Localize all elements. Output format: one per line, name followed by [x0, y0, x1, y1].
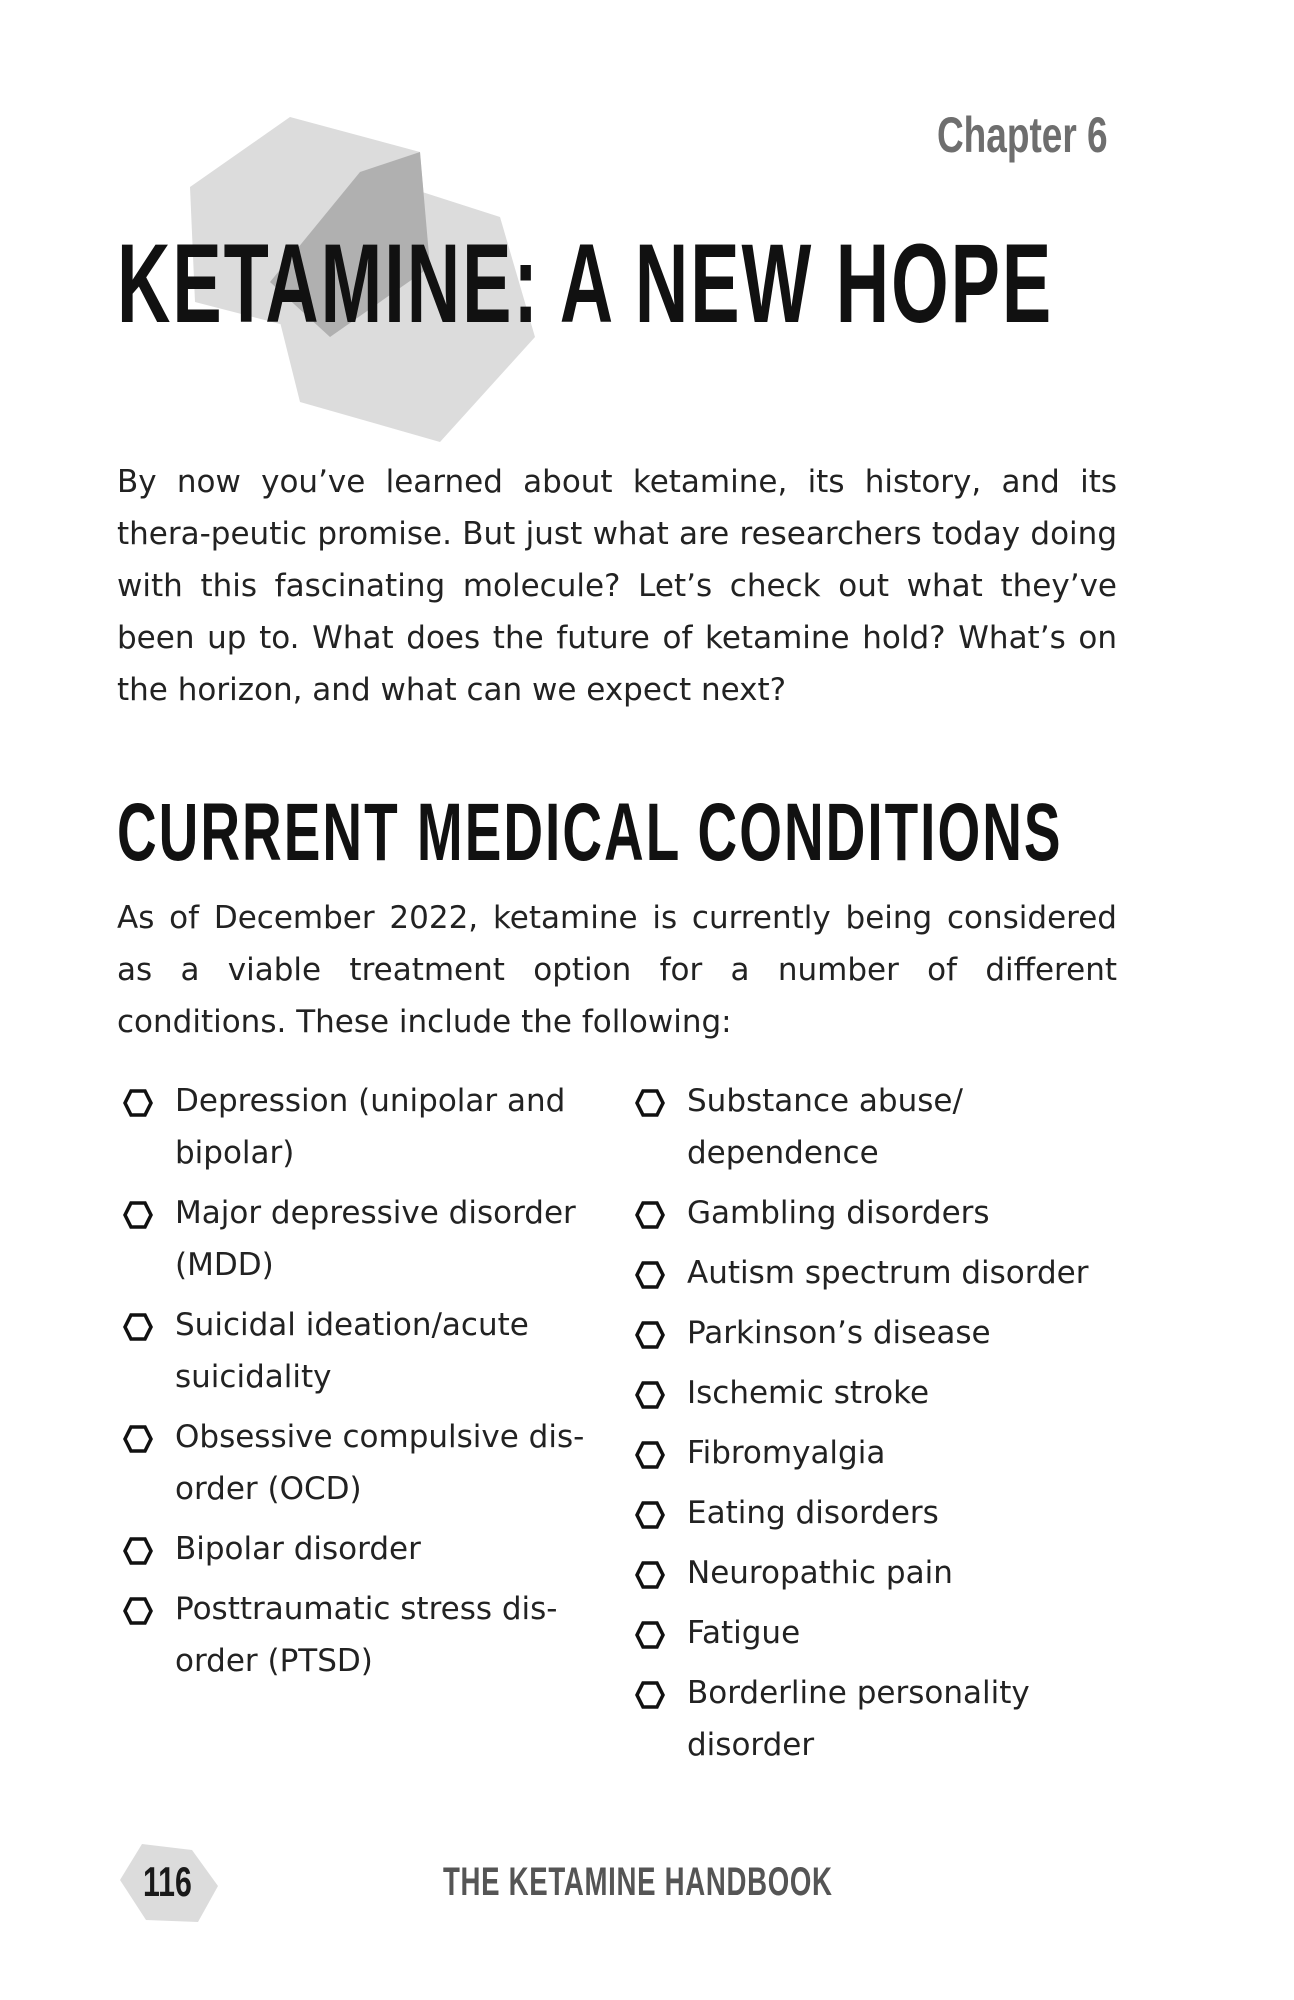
hexagon-bullet-icon [122, 1088, 154, 1118]
list-item-text: Parkinson’s disease [687, 1315, 991, 1351]
list-item [632, 1187, 1112, 1239]
hexagon-bullet-icon [122, 1200, 154, 1230]
list-item [632, 1547, 1112, 1599]
conditions-list-left [120, 1075, 590, 1695]
list-item [120, 1187, 590, 1291]
hexagon-bullet-icon [634, 1380, 666, 1410]
list-item-text: Posttraumatic stress dis-order (PTSD) [175, 1591, 558, 1679]
page-number: 116 [143, 1858, 192, 1905]
list-item-text: Depression (unipolar and bipolar) [175, 1083, 566, 1171]
hexagon-bullet-icon [634, 1500, 666, 1530]
list-item [632, 1075, 1112, 1179]
chapter-label: Chapter 6 [937, 107, 1108, 163]
list-item-text: Autism spectrum disorder [687, 1255, 1089, 1291]
list-item-text: Fatigue [687, 1615, 801, 1651]
list-item-text: Bipolar disorder [175, 1531, 421, 1567]
list-item [120, 1411, 590, 1515]
list-item [632, 1427, 1112, 1479]
hexagon-bullet-icon [634, 1560, 666, 1590]
list-item-text: Ischemic stroke [687, 1375, 930, 1411]
list-item-text: Borderline personality disorder [687, 1675, 1030, 1763]
list-item [120, 1523, 590, 1575]
list-item [120, 1299, 590, 1403]
list-item [632, 1367, 1112, 1419]
conditions-list-right [632, 1075, 1112, 1779]
hexagon-bullet-icon [634, 1260, 666, 1290]
hexagon-bullet-icon [634, 1320, 666, 1350]
hexagon-bullet-icon [122, 1424, 154, 1454]
list-item [632, 1607, 1112, 1659]
list-item [632, 1307, 1112, 1359]
hexagon-bullet-icon [634, 1620, 666, 1650]
list-item-text: Major depressive disorder (MDD) [175, 1195, 576, 1283]
hexagon-bullet-icon [634, 1200, 666, 1230]
hexagon-bullet-icon [122, 1312, 154, 1342]
list-item-text: Gambling disorders [687, 1195, 990, 1231]
list-item [632, 1247, 1112, 1299]
section-lead-paragraph: As of December 2022, ketamine is currently being considered as a viable treatment option for a number of different conditions. These include the following: [117, 900, 1117, 1040]
hexagon-bullet-icon [122, 1536, 154, 1566]
chapter-title: KETAMINE: A NEW HOPE [117, 221, 1054, 346]
list-item [120, 1583, 590, 1687]
list-item [632, 1487, 1112, 1539]
hexagon-bullet-icon [122, 1596, 154, 1626]
hexagon-bullet-icon [634, 1440, 666, 1470]
list-item-text: Neuropathic pain [687, 1555, 953, 1591]
list-item-text: Fibromyalgia [687, 1435, 886, 1471]
running-footer-book-title: THE KETAMINE HANDBOOK [443, 1860, 833, 1904]
list-item-text: Eating disorders [687, 1495, 939, 1531]
list-item [632, 1667, 1112, 1771]
hexagon-bullet-icon [634, 1680, 666, 1710]
list-item-text: Substance abuse/ dependence [687, 1083, 963, 1171]
list-item-text: Obsessive compulsive dis-order (OCD) [175, 1419, 585, 1507]
list-item-text: Suicidal ideation/acute suicidality [175, 1307, 529, 1395]
section-title: CURRENT MEDICAL CONDITIONS [117, 787, 1063, 878]
list-item [120, 1075, 590, 1179]
intro-paragraph: By now you’ve learned about ketamine, its history, and its thera-peutic promise. But just what are researchers today doing with this fascinating molecule? Let’s check out what they’ve been up to. What does the future of ketamine hold? What’s on the horizon, and what can we expect next? [117, 464, 1117, 708]
hexagon-bullet-icon [634, 1088, 666, 1118]
